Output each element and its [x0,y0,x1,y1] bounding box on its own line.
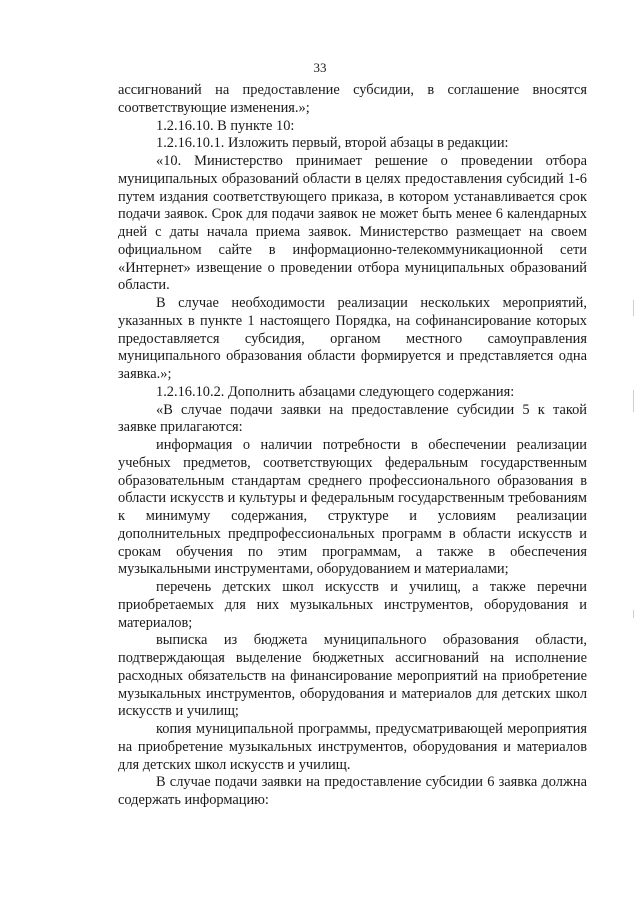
paragraph-6: 1.2.16.10.2. Дополнить абзацами следующего содержания: [156,383,515,400]
paragraph-11: копия муниципальной программы, предусматривающей мероприятия на приобретение музыкальных инструментов, оборудования и материалов для детских школ искусств и училищ. [118,721,587,773]
paragraph-7: «В случае подачи заявки на предоставление субсидии 5 к такой заявке прилагаются: [118,401,587,436]
paragraph-4: «10. Министерство принимает решение о проведении отбора муниципальных образований области в целях предоставления субсидий 1-6 путем издания соответствующего приказа, в котором устанавливается срок подачи заявок. Срок для подачи заявок не может быть менее 6 календарных дней с даты начала приема заявок. Министерство размещает на своем официальном сайте в информационно-телекоммуникационной сети «Интернет» извещение о проведении отбора муниципальных образований области. [118,153,587,294]
paragraph-12: В случае подачи заявки на предоставление субсидии 6 заявка должна содержать информацию: [118,774,587,808]
paragraph-2: 1.2.16.10. В пункте 10: [156,117,295,134]
paragraph-8: информация о наличии потребности в обеспечении реализации учебных предметов, соответствующих федеральным государственным образовательным стандартам среднего профессионального образования в области искусств и культуры и федеральным государственным требованиям к минимуму содержания, структуре и условиям реализации дополнительных предпрофессиональных программ в области искусств и срокам обучения по этим программам, а также в обеспечения музыкальными инструментами, оборудованием и материалами; [118,437,587,578]
paragraph-3: 1.2.16.10.1. Изложить первый, второй абзацы в редакции: [156,135,509,152]
paragraph-5: В случае необходимости реализации нескольких мероприятий, указанных в пункте 1 настоящего Порядка, на софинансирование которых предоставляется субсидия, органом местного самоуправления муниципального образования области формируется и представляется одна заявка.»; [118,295,587,382]
paragraph-10: выписка из бюджета муниципального образования области, подтверждающая выделение бюджетных ассигнований на исполнение расходных обязательств на финансирование мероприятий на приобретение музыкальных инструментов, оборудования и материалов для детских школ искусств и училищ; [118,632,587,720]
paragraph-9: перечень детских школ искусств и училищ, а также перечни приобретаемых для них музыкальных инструментов, оборудования и материалов; [118,579,587,631]
paragraph-1: ассигнований на предоставление субсидии, в соглашение вносятся соответствующие изменения.»; [118,82,587,116]
page-number: 33 [313,60,327,75]
document-body [118,82,587,810]
scan-mark-lower [633,610,634,618]
scan-mark-top [633,300,634,316]
scan-mark-middle [633,390,634,412]
